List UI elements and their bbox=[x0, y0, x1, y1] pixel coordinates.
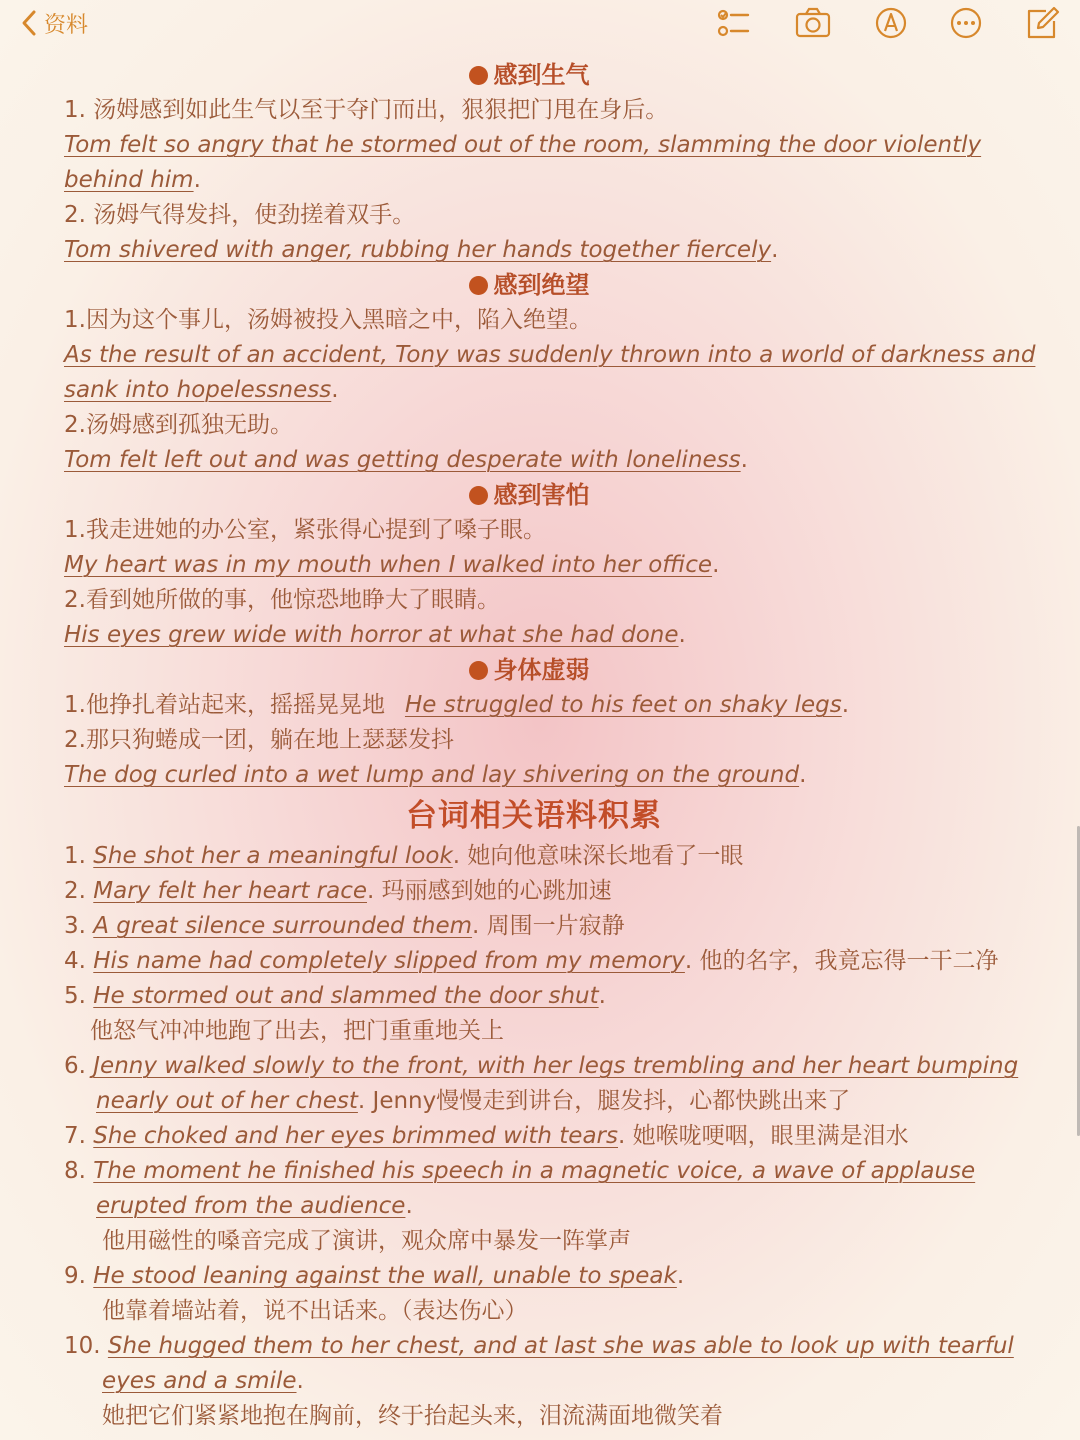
bullet-dot bbox=[469, 486, 488, 505]
list-item: 8. The moment he finished his speech in a magnetic voice, a wave of applause bbox=[64, 1158, 976, 1184]
sentence-cn: 1. 汤姆感到如此生气以至于夺门而出，狠狠把门甩在身后。 bbox=[64, 97, 669, 123]
more-icon[interactable] bbox=[947, 6, 985, 40]
sentence-en: Tom felt left out and was getting desperate with loneliness. bbox=[64, 447, 748, 473]
sentence-cn: 1.因为这个事儿，汤姆被投入黑暗之中，陷入绝望。 bbox=[64, 307, 592, 333]
section-heading-despair: 感到绝望 bbox=[64, 268, 1024, 303]
sentence-cn: 2.汤姆感到孤独无助。 bbox=[64, 412, 293, 438]
list-item-translation: 他靠着墙站着，说不出话来。（表达伤心） bbox=[102, 1298, 528, 1324]
section-heading-angry: 感到生气 bbox=[64, 58, 1024, 93]
sentence-cn: 2. 汤姆气得发抖，使劲搓着双手。 bbox=[64, 202, 416, 228]
section-heading-fear: 感到害怕 bbox=[64, 478, 1024, 513]
sentence-cn: 2.看到她所做的事，他惊恐地睁大了眼睛。 bbox=[64, 587, 500, 613]
bullet-dot bbox=[469, 66, 488, 85]
list-item-translation: 他用磁性的嗓音完成了演讲，观众席中暴发一阵掌声 bbox=[102, 1228, 631, 1254]
list-item: 5. He stormed out and slammed the door shut. bbox=[64, 983, 606, 1009]
sentence-cn: 2.那只狗蜷成一团，躺在地上瑟瑟发抖 bbox=[64, 727, 454, 753]
bullet-dot bbox=[469, 276, 488, 295]
list-item: 3. A great silence surrounded them. 周围一片寂静 bbox=[64, 913, 625, 939]
back-label: 资料 bbox=[44, 12, 89, 38]
camera-icon[interactable] bbox=[794, 6, 832, 40]
markup-pen-icon[interactable] bbox=[872, 6, 910, 40]
bullet-dot bbox=[469, 661, 488, 680]
sentence-en: Tom shivered with anger, rubbing her hands together fiercely. bbox=[64, 237, 779, 263]
note-body[interactable] bbox=[64, 58, 1036, 1434]
list-item: 4. His name had completely slipped from my memory. 他的名字，我竟忘得一干二净 bbox=[64, 948, 999, 974]
toolbar bbox=[0, 0, 1080, 48]
list-item: 7. She choked and her eyes brimmed with tears. 她喉咙哽咽，眼里满是泪水 bbox=[64, 1123, 909, 1149]
list-item-translation: 他怒气冲冲地跑了出去，把门重重地关上 bbox=[90, 1018, 504, 1044]
sentence-en: His eyes grew wide with horror at what she had done. bbox=[64, 622, 686, 648]
list-item: 1. She shot her a meaningful look. 她向他意味深长地看了一眼 bbox=[64, 843, 744, 869]
sentence-en: behind him. bbox=[64, 167, 201, 193]
back-button[interactable] bbox=[18, 6, 88, 40]
chevron-left-icon bbox=[18, 8, 40, 38]
sentence-en: As the result of an accident, Tony was suddenly thrown into a world of darkness and bbox=[64, 342, 1036, 368]
checklist-icon[interactable] bbox=[714, 6, 752, 40]
list-item: 6. Jenny walked slowly to the front, with her legs trembling and her heart bumping bbox=[64, 1053, 1019, 1079]
sentence-en: Tom felt so angry that he stormed out of the room, slamming the door violently bbox=[64, 132, 982, 158]
list-item-cont: nearly out of her chest. Jenny慢慢走到讲台，腿发抖，心都快跳出来了 bbox=[96, 1088, 851, 1114]
sentence-mixed: 1.他挣扎着站起来，摇摇晃晃地 He struggled to his feet on shaky legs. bbox=[64, 692, 850, 718]
list-item: 10. She hugged them to her chest, and at last she was able to look up with tearful bbox=[64, 1333, 1014, 1359]
sentence-en: sank into hopelessness. bbox=[64, 377, 339, 403]
list-item-cont: eyes and a smile. bbox=[102, 1368, 304, 1394]
list-item: 2. Mary felt her heart race. 玛丽感到她的心跳加速 bbox=[64, 878, 612, 904]
list-item-translation: 她把它们紧紧地抱在胸前，终于抬起头来，泪流满面地微笑着 bbox=[102, 1403, 723, 1429]
list-item: 9. He stood leaning against the wall, unable to speak. bbox=[64, 1263, 685, 1289]
sentence-en: My heart was in my mouth when I walked into her office. bbox=[64, 552, 720, 578]
section-heading-weak: 身体虚弱 bbox=[64, 653, 1024, 688]
compose-icon[interactable] bbox=[1024, 6, 1062, 40]
corpus-title: 台词相关语料积累 bbox=[406, 798, 662, 834]
sentence-cn: 1.我走进她的办公室，紧张得心提到了嗓子眼。 bbox=[64, 517, 546, 543]
sentence-en: The dog curled into a wet lump and lay shivering on the ground. bbox=[64, 762, 807, 788]
list-item-cont: erupted from the audience. bbox=[96, 1193, 413, 1219]
